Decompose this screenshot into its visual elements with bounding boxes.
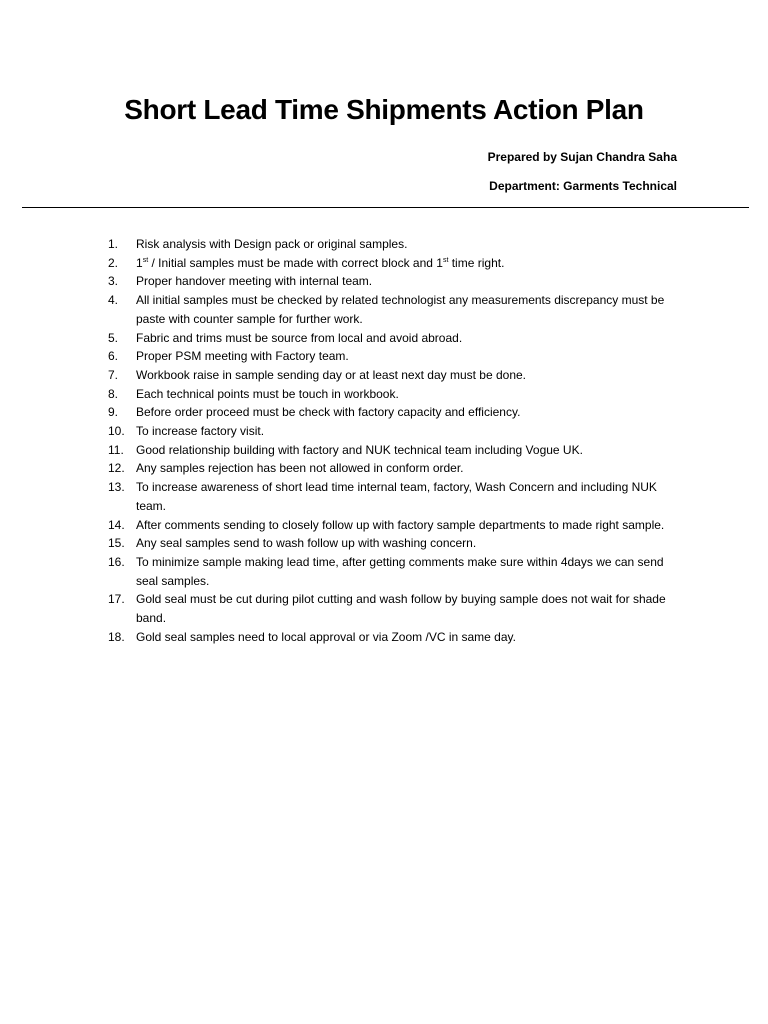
list-item [108, 422, 680, 441]
list-item [108, 347, 680, 366]
item-text: After comments sending to closely follow up with factory sample departments to made right sample. [136, 517, 665, 532]
list-item [108, 235, 680, 254]
header-divider [22, 207, 749, 208]
ordinal-number: 1 [136, 255, 143, 270]
action-list [108, 235, 680, 646]
item-number: 11. [108, 442, 124, 457]
item-text: To increase awareness of short lead time internal team, factory, Wash Concern and including NUK team. [136, 480, 657, 513]
document-title: Short Lead Time Shipments Action Plan [124, 94, 644, 125]
list-item [108, 459, 680, 478]
list-item [108, 590, 680, 627]
list-item [108, 534, 680, 553]
item-number: 12. [108, 461, 125, 476]
prepared-by: Prepared by Sujan Chandra Saha [487, 150, 677, 164]
item-number: 16. [108, 554, 125, 569]
department: Department: Garments Technical [489, 179, 677, 193]
item-number: 8. [108, 386, 119, 401]
item-text: Risk analysis with Design pack or original samples. [136, 237, 408, 251]
item-number: 5. [108, 330, 119, 345]
list-item [108, 272, 680, 291]
item-text-middle: / Initial samples must be made with correct block and 1 [148, 255, 443, 270]
item-text-end: time right. [448, 255, 505, 270]
item-number: 13. [108, 480, 125, 495]
item-number: 10. [108, 424, 125, 439]
item-text: Any seal samples send to wash follow up with washing concern. [136, 536, 477, 551]
item-number: 2. [108, 255, 119, 270]
item-number: 1. [108, 237, 119, 251]
item-text: Each technical points must be touch in workbook. [136, 386, 399, 401]
item-number: 18. [108, 629, 125, 644]
item-text: Gold seal samples need to local approval or via Zoom /VC in same day. [136, 629, 516, 644]
list-item [108, 516, 680, 535]
item-text: To minimize sample making lead time, after getting comments make sure within 4days we can send seal samples. [136, 554, 664, 588]
item-number: 14. [108, 517, 125, 532]
ordinal-suffix: st [442, 256, 449, 264]
item-number: 7. [108, 367, 119, 382]
item-text: Fabric and trims must be source from local and avoid abroad. [136, 330, 463, 345]
item-text: Before order proceed must be check with factory capacity and efficiency. [136, 405, 521, 420]
item-text: Proper PSM meeting with Factory team. [136, 349, 349, 364]
item-text: Workbook raise in sample sending day or at least next day must be done. [136, 367, 526, 382]
list-item [108, 254, 680, 273]
list-item [108, 291, 680, 328]
ordinal-suffix: st [142, 256, 149, 264]
list-item [108, 441, 680, 460]
list-item [108, 478, 680, 515]
list-item [108, 329, 680, 348]
item-text: Proper handover meeting with internal team. [136, 274, 373, 289]
list-item [108, 366, 680, 385]
list-item [108, 628, 680, 647]
item-text [136, 254, 680, 273]
item-number: 9. [108, 405, 119, 420]
list-item [108, 553, 680, 590]
item-number: 3. [108, 274, 119, 289]
item-number: 15. [108, 536, 125, 551]
item-number: 4. [108, 293, 119, 308]
list-item [108, 403, 680, 422]
item-number: 17. [108, 592, 125, 607]
item-text: Good relationship building with factory and NUK technical team including Vogue UK. [136, 442, 583, 457]
item-text: All initial samples must be checked by related technologist any measurements discrepancy must be paste with counter sample for further work. [136, 293, 665, 326]
list-item [108, 385, 680, 404]
item-number: 6. [108, 349, 119, 364]
item-text: Any samples rejection has been not allowed in conform order. [136, 461, 464, 476]
item-text: Gold seal must be cut during pilot cutting and wash follow by buying sample does not wait for shade band. [136, 592, 666, 626]
item-text: To increase factory visit. [136, 424, 265, 439]
